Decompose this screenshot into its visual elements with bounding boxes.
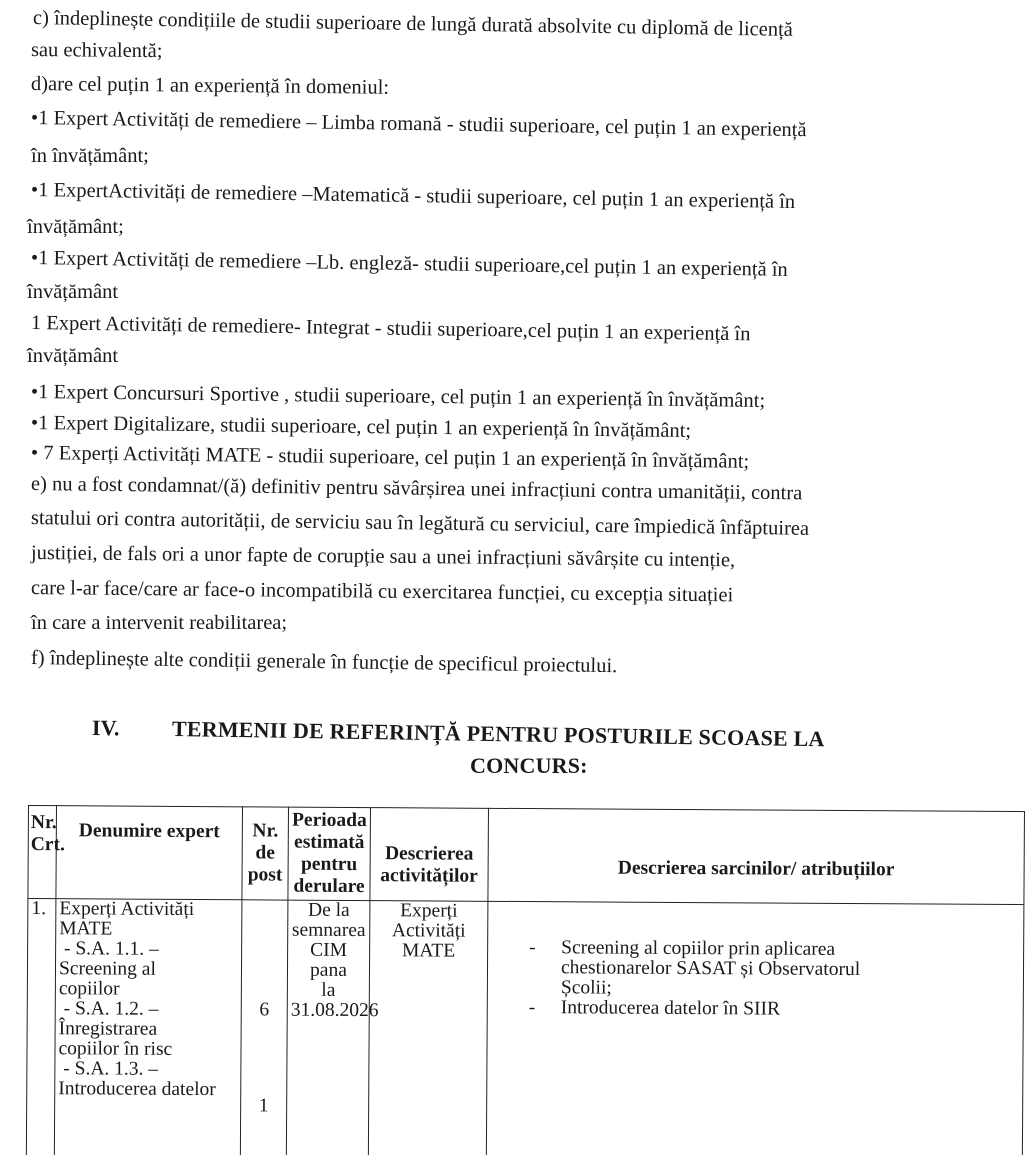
post-count-introducere: 1 [258, 1095, 269, 1117]
task-item: - Introducerea datelor în SIIR [529, 998, 1020, 1021]
activitati-line: Activități [391, 920, 466, 942]
header-denumire-expert [56, 806, 243, 900]
bullet-romana-line-2: în învățământ; [31, 145, 149, 167]
post-count-screening: 6 [259, 999, 270, 1021]
bullet-experti-mate: • 7 Experți Activități MATE - studii superioare, cel puțin 1 an experiență în învățământ; [30, 442, 750, 473]
header-perioada [288, 807, 371, 900]
bullet-romana-line-1: •1 Expert Activități de remediere – Limba romană - studii superioare, cel puțin 1 an experiență [30, 107, 807, 142]
perioada-line: 31.08.2026 [290, 999, 379, 1022]
header-denumire-text: Denumire expert [78, 820, 220, 843]
paragraph-d: d)are cel puțin 1 an experiență în domeniul: [30, 73, 390, 99]
header-nr-post [242, 807, 289, 900]
header-perioada-line-4: derulare [293, 875, 365, 898]
header-activitati-line-1: Descrierea [384, 843, 474, 865]
denumire-line: - S.A. 1.3. – [58, 1058, 159, 1080]
table-header-row [28, 806, 1025, 905]
header-nr-crt-line-1: Nr. [30, 812, 57, 834]
page-bottom-edge [0, 1155, 1033, 1171]
section-number: IV. [91, 715, 120, 741]
terms-of-reference-table [26, 805, 1025, 1164]
bullet-integrat-line-2: învățământ [27, 345, 119, 367]
bullet-integrat-line-1: 1 Expert Activități de remediere- Integrat - studii superioare,cel puțin 1 an experiență în [30, 312, 751, 346]
cell-nr: 1. [26, 899, 56, 1158]
task-list [491, 938, 1020, 1021]
bullet-matematica-line-1: •1 ExpertActivități de remediere –Matematică - studii superioare, cel puțin 1 an experiență în [30, 179, 796, 214]
paragraph-e-line-5: în care a intervenit reabilitarea; [31, 612, 288, 634]
header-sarcini-text: Descrierea sarcinilor/ atribuțiilor [617, 857, 895, 881]
perioada-line: semnarea [291, 919, 366, 942]
bullet-digitalizare: •1 Expert Digitalizare, studii superioare, cel puțin 1 an experiență în învățământ; [30, 412, 692, 443]
task-item: - Screening al copiilor prin aplicarea chestionarelor SASAT și Observatorul Școlii; [529, 938, 861, 1000]
denumire-line: - S.A. 1.2. – [58, 998, 159, 1020]
bullet-engleza-line-2: învățământ [27, 281, 119, 303]
denumire-line: Screening al [58, 958, 156, 980]
header-nr-post-line-2: de [255, 842, 276, 864]
cell-activitati [368, 901, 488, 1161]
cell-perioada [286, 899, 379, 1159]
header-perioada-line-2: estimată [294, 831, 365, 854]
paragraph-f: f) îndeplinește alte condiții generale în funcție de specificul proiectului. [30, 647, 618, 678]
denumire-line: Introducerea datelor [58, 1078, 216, 1101]
header-nr-post-line-1: Nr. [252, 820, 279, 842]
cell-denumire-expert [54, 899, 242, 1159]
cell-sarcini [486, 901, 1024, 1163]
header-descrierea-sarcinilor [488, 808, 1025, 904]
bullet-engleza-line-1: •1 Expert Activități de remediere –Lb. engleză- studii superioare,cel puțin 1 an experiență în [30, 247, 788, 281]
activitati-line: MATE [402, 940, 456, 962]
cell-nr-post [240, 900, 288, 1159]
section-title-line-2: CONCURS: [470, 753, 588, 778]
activitati-line: Experți [400, 900, 458, 922]
bullet-concursuri-sportive: •1 Expert Concursuri Sportive , studii superioare, cel puțin 1 an experiență în învățământ; [30, 381, 766, 412]
header-nr-crt [28, 806, 65, 899]
table-row [26, 899, 1024, 1164]
paragraph-c-line-1: c) îndeplinește condițiile de studii superioare de lungă durată absolvite cu diplomă de licență [32, 7, 794, 41]
header-perioada-line-1: Perioada [291, 809, 367, 832]
perioada-line: CIM pana [310, 939, 348, 981]
perioada-line: De la [307, 899, 350, 921]
denumire-line: - S.A. 1.1. – [59, 938, 159, 960]
perioada-line: la [321, 979, 336, 1001]
paragraph-e-line-1: e) nu a fost condamnat/(ă) definitiv pentru săvârșirea unei infracțiuni contra umanității, contra [30, 473, 803, 505]
paragraph-e-line-4: care l-ar face/care ar face-o incompatibilă cu exercitarea funcției, cu excepția situației [30, 577, 734, 607]
section-title-line-1: TERMENII DE REFERINȚĂ PENTRU POSTURILE SCOASE LA [171, 716, 825, 752]
denumire-line: MATE [59, 918, 113, 940]
paragraph-e-line-3: justiției, de fals ori a unor fapte de corupție sau a unei infracțiuni săvârșite cu intenție, [30, 542, 736, 572]
paragraph-e-line-2: statului ori contra autorității, de serviciu sau în legătură cu serviciul, care împiedică înfăptuirea [30, 507, 810, 540]
denumire-line: Înregistrarea [58, 1018, 158, 1040]
bullet-matematica-line-2: învățământ; [27, 216, 124, 238]
header-activitati-line-2: activităților [380, 865, 478, 887]
denumire-line: Experți Activități [59, 898, 195, 921]
header-nr-crt-line-2: Crt. [30, 834, 65, 856]
paragraph-c-line-2: sau echivalentă; [30, 39, 163, 63]
header-descrierea-activitatilor [370, 808, 489, 902]
denumire-line: copiilor în risc [58, 1038, 173, 1060]
denumire-line: copiilor [58, 978, 120, 1000]
header-nr-post-line-3: post [247, 864, 283, 886]
header-perioada-line-3: pentru [300, 853, 358, 876]
